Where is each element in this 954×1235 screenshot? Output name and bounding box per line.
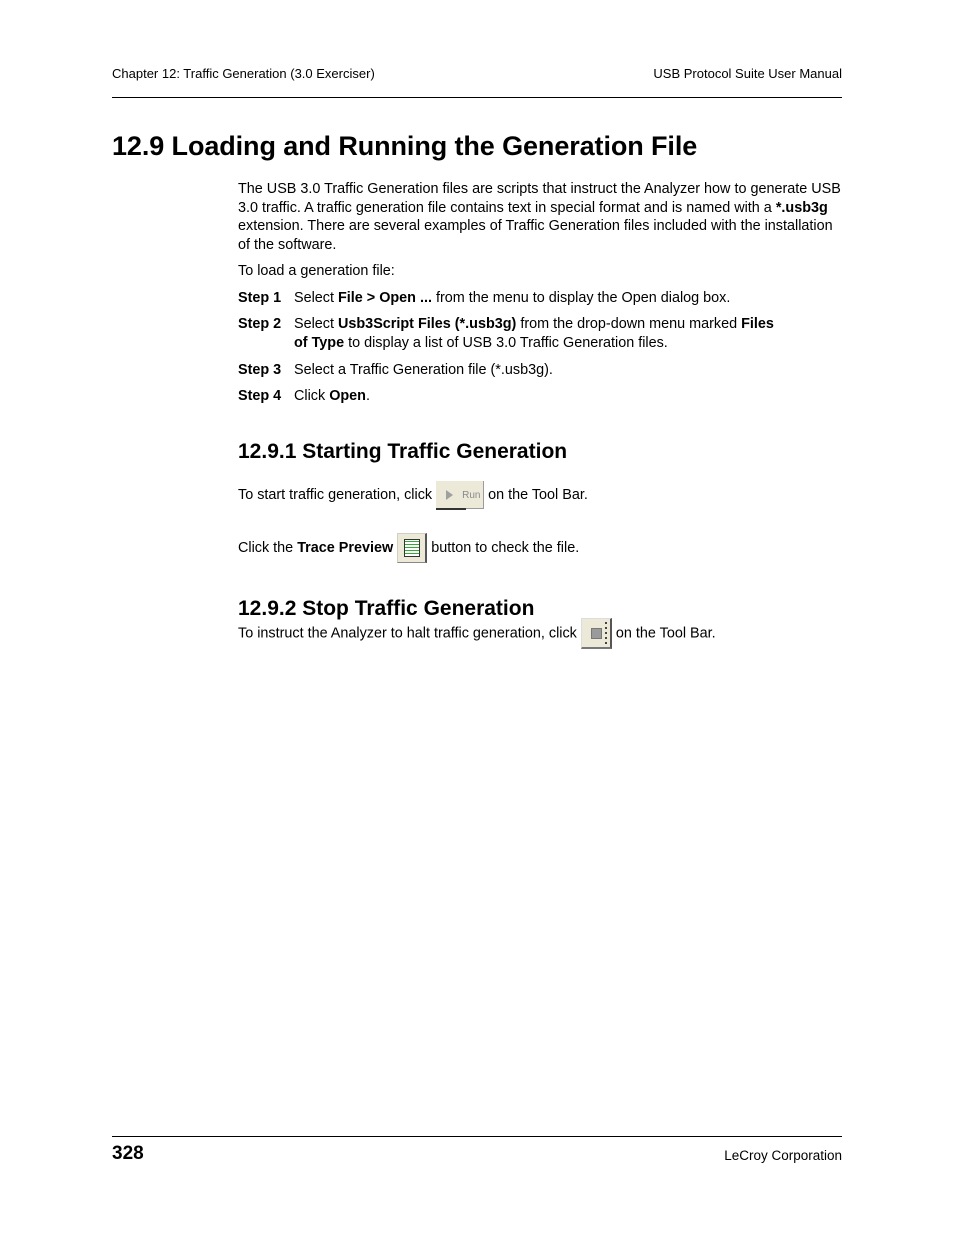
subsection-title-start: 12.9.1 Starting Traffic Generation <box>238 440 568 463</box>
subsection-title-stop: 12.9.2 Stop Traffic Generation <box>238 597 535 620</box>
preview-instruction: Click the Trace Preview button to check the file. <box>238 533 579 563</box>
footer-company: LeCroy Corporation <box>724 1148 842 1163</box>
step-label: Step 2 <box>238 316 282 332</box>
intro-paragraph <box>238 180 842 254</box>
step-label: Step 4 <box>238 388 282 404</box>
run-button[interactable] <box>436 481 484 509</box>
page-number: 328 <box>112 1143 144 1164</box>
step-text: Select Usb3Script Files (*.usb3g) from the drop-down menu marked Files of Type to display a list of USB 3.0 Traffic Generation files. <box>294 316 774 351</box>
trace-preview-icon <box>404 539 420 557</box>
run-play-icon <box>446 490 453 500</box>
step-label: Step 1 <box>238 290 282 306</box>
intro-extension: *.usb3g <box>775 199 828 216</box>
load-intro: To load a generation file: <box>238 263 395 279</box>
header-chapter: Chapter 12: Traffic Generation (3.0 Exerciser) <box>112 66 375 81</box>
run-button-label: Run <box>462 490 481 501</box>
step-text: Click Open. <box>294 388 370 404</box>
stop-instruction: To instruct the Analyzer to halt traffic generation, click on the Tool Bar. <box>238 618 716 649</box>
intro-text-1: The USB 3.0 Traffic Generation files are scripts that instruct the Analyzer how to generate USB 3.0 traffic. A traffic generation file contains text in special format and is named with a <box>238 181 841 216</box>
stop-icon <box>591 628 602 639</box>
trace-preview-button[interactable] <box>397 533 427 563</box>
header-rule <box>112 97 842 98</box>
stop-button[interactable] <box>581 618 612 649</box>
header-manual-title: USB Protocol Suite User Manual <box>653 66 842 81</box>
section-title: 12.9 Loading and Running the Generation File <box>112 131 698 161</box>
start-instruction: To start traffic generation, click Run on the Tool Bar. <box>238 481 588 509</box>
step-label: Step 3 <box>238 362 282 378</box>
step-text: Select File > Open ... from the menu to display the Open dialog box. <box>294 290 731 306</box>
intro-text-2: extension. There are several examples of Traffic Generation files included with the installation of the software. <box>238 218 833 253</box>
footer-rule <box>112 1136 842 1137</box>
step-text: Select a Traffic Generation file (*.usb3g). <box>294 362 553 378</box>
